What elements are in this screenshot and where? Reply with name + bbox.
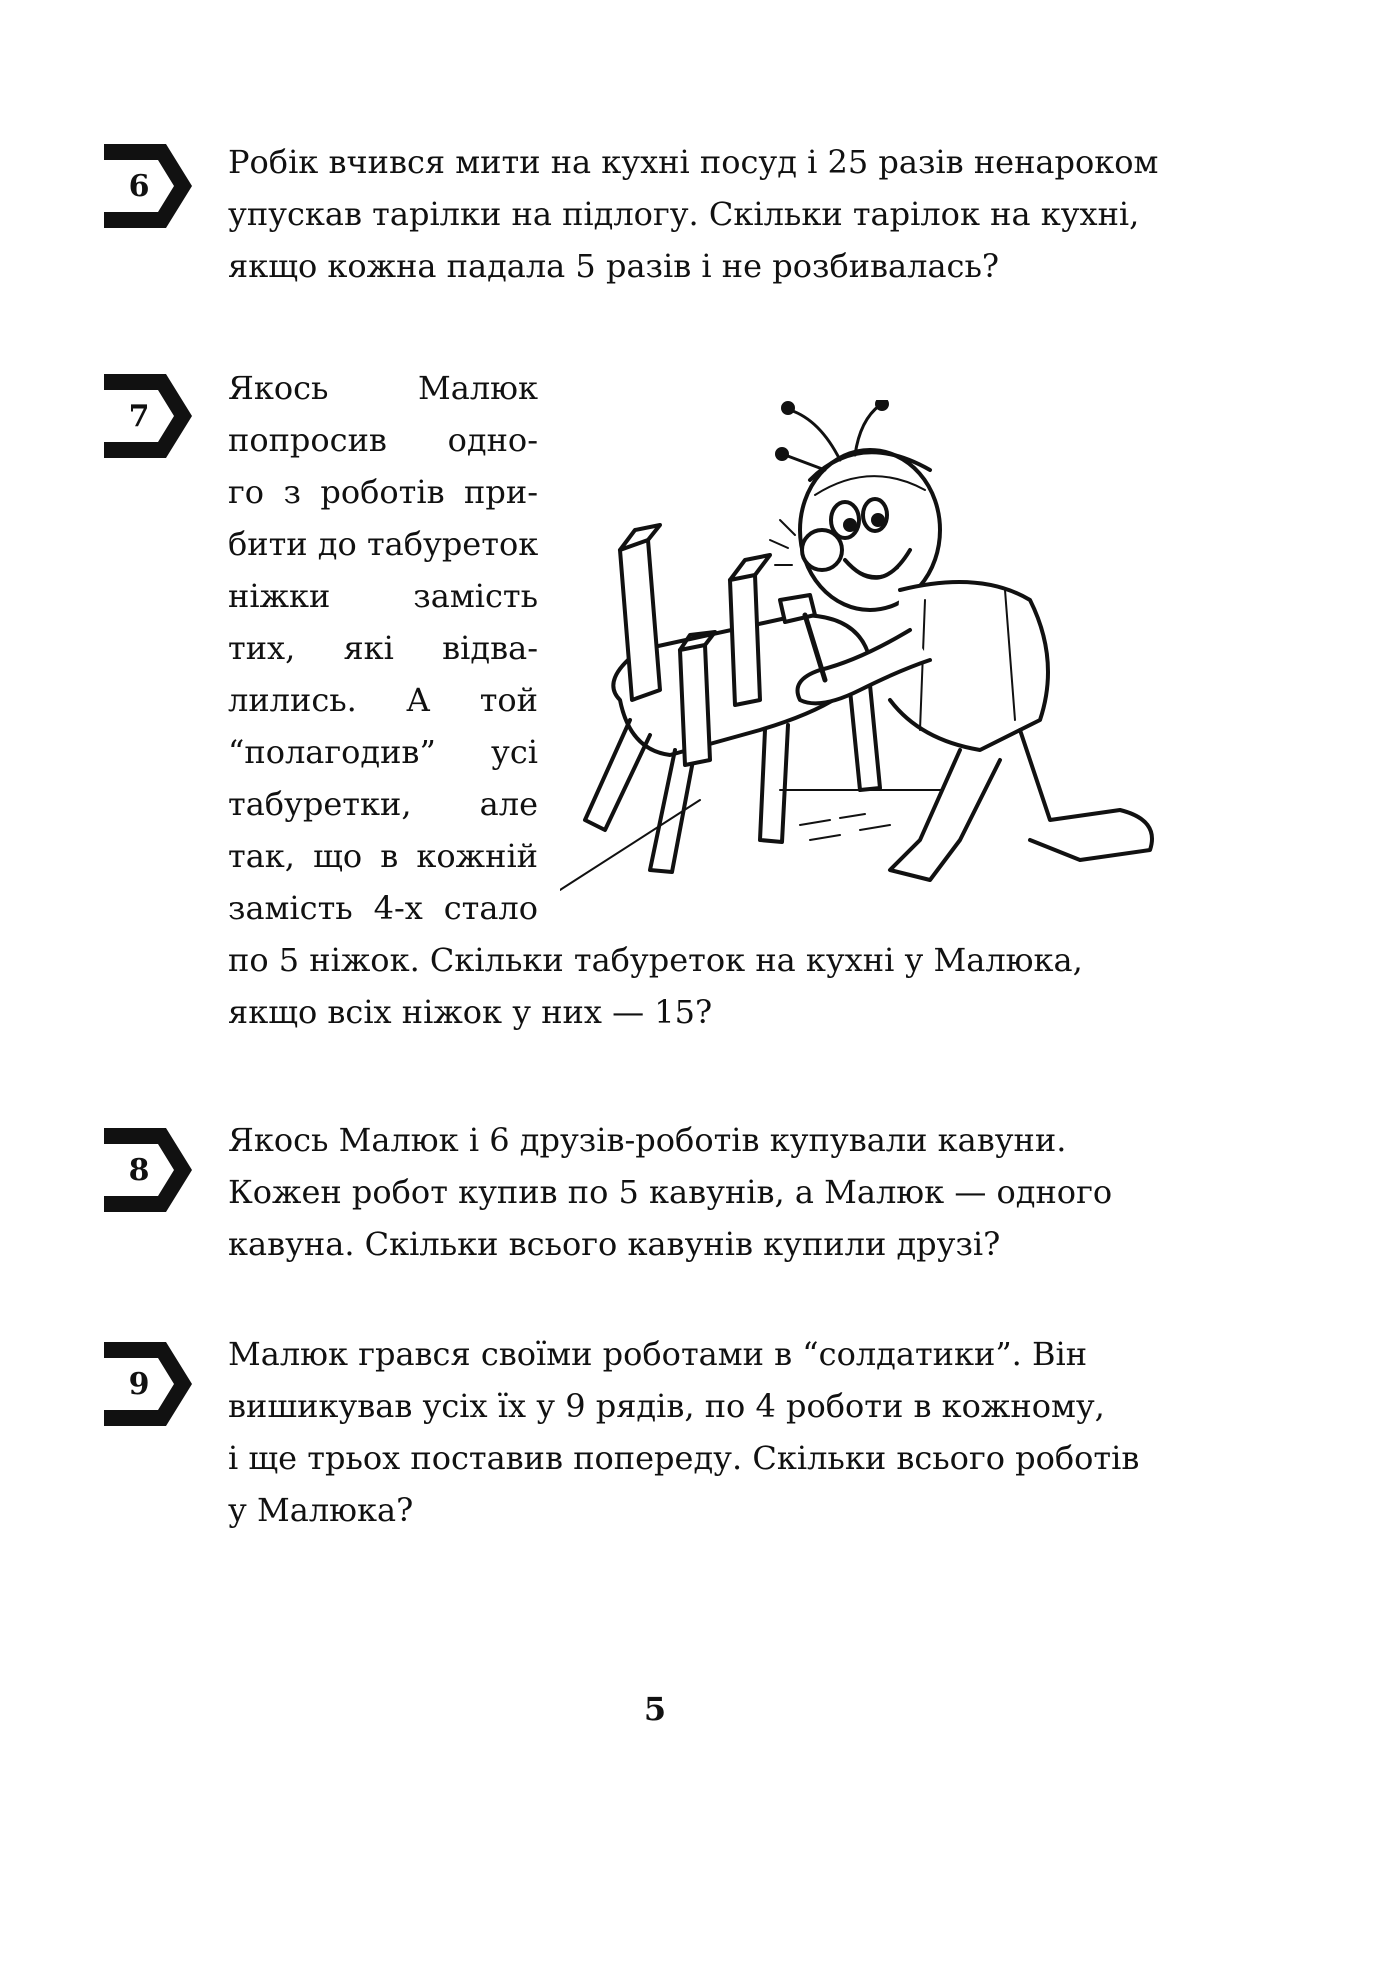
problem-number-badge xyxy=(100,368,196,464)
text-line: табуретки, але xyxy=(228,785,538,823)
problem-number-badge xyxy=(100,1336,196,1432)
problem-text-narrow xyxy=(228,362,538,934)
text-line: бити до табуреток xyxy=(228,525,539,563)
text-line: Робік вчився мити на кухні посуд і 25 разів ненароком xyxy=(228,143,1159,181)
text-line: Якось Малюк і 6 друзів-роботів купували кавуни. xyxy=(228,1121,1067,1159)
text-line: Малюк грався своїми роботами в “солдатики”. Він xyxy=(228,1335,1088,1373)
problem-text xyxy=(228,934,1208,1038)
text-line: Якось Малюк xyxy=(228,369,538,407)
text-line: так, що в кожній xyxy=(228,837,538,875)
text-line: лились. А той xyxy=(228,681,538,719)
problem-text xyxy=(228,1114,1208,1270)
problem-text xyxy=(228,136,1208,292)
text-line: у Малюка? xyxy=(228,1491,414,1529)
problem-number-badge xyxy=(100,138,196,234)
text-line: “полагодив” усі xyxy=(228,733,538,771)
problem-number-badge xyxy=(100,1122,196,1218)
text-line: тих, які відва- xyxy=(228,629,538,667)
problem-number: 9 xyxy=(128,1366,150,1402)
text-line: упускав тарілки на підлогу. Скільки тарілок на кухні, xyxy=(228,195,1140,233)
text-line: якщо всіх ніжок у них — 15? xyxy=(228,993,713,1031)
page-number: 5 xyxy=(643,1690,667,1728)
problem-text xyxy=(228,1328,1208,1536)
problem-number: 7 xyxy=(128,398,150,434)
text-line: попросив одно- xyxy=(228,421,538,459)
text-line: по 5 ніжок. Скільки табуреток на кухні у Малюка, xyxy=(228,941,1083,979)
text-line: і ще трьох поставив попереду. Скільки всього роботів xyxy=(228,1439,1140,1477)
robot-repairing-stool-illustration xyxy=(560,400,1210,900)
text-line: вишикував усіх їх у 9 рядів, по 4 роботи в кожному, xyxy=(228,1387,1105,1425)
text-line: Кожен робот купив по 5 кавунів, а Малюк — одного xyxy=(228,1173,1113,1211)
text-line: ніжки замість xyxy=(228,577,538,615)
text-line: замість 4-х стало xyxy=(228,889,538,927)
text-line: кавуна. Скільки всього кавунів купили друзі? xyxy=(228,1225,1001,1263)
text-line: го з роботів при- xyxy=(228,473,538,511)
text-line: якщо кожна падала 5 разів і не розбивалась? xyxy=(228,247,1000,285)
problem-number: 6 xyxy=(128,168,150,204)
problem-number: 8 xyxy=(128,1152,150,1188)
